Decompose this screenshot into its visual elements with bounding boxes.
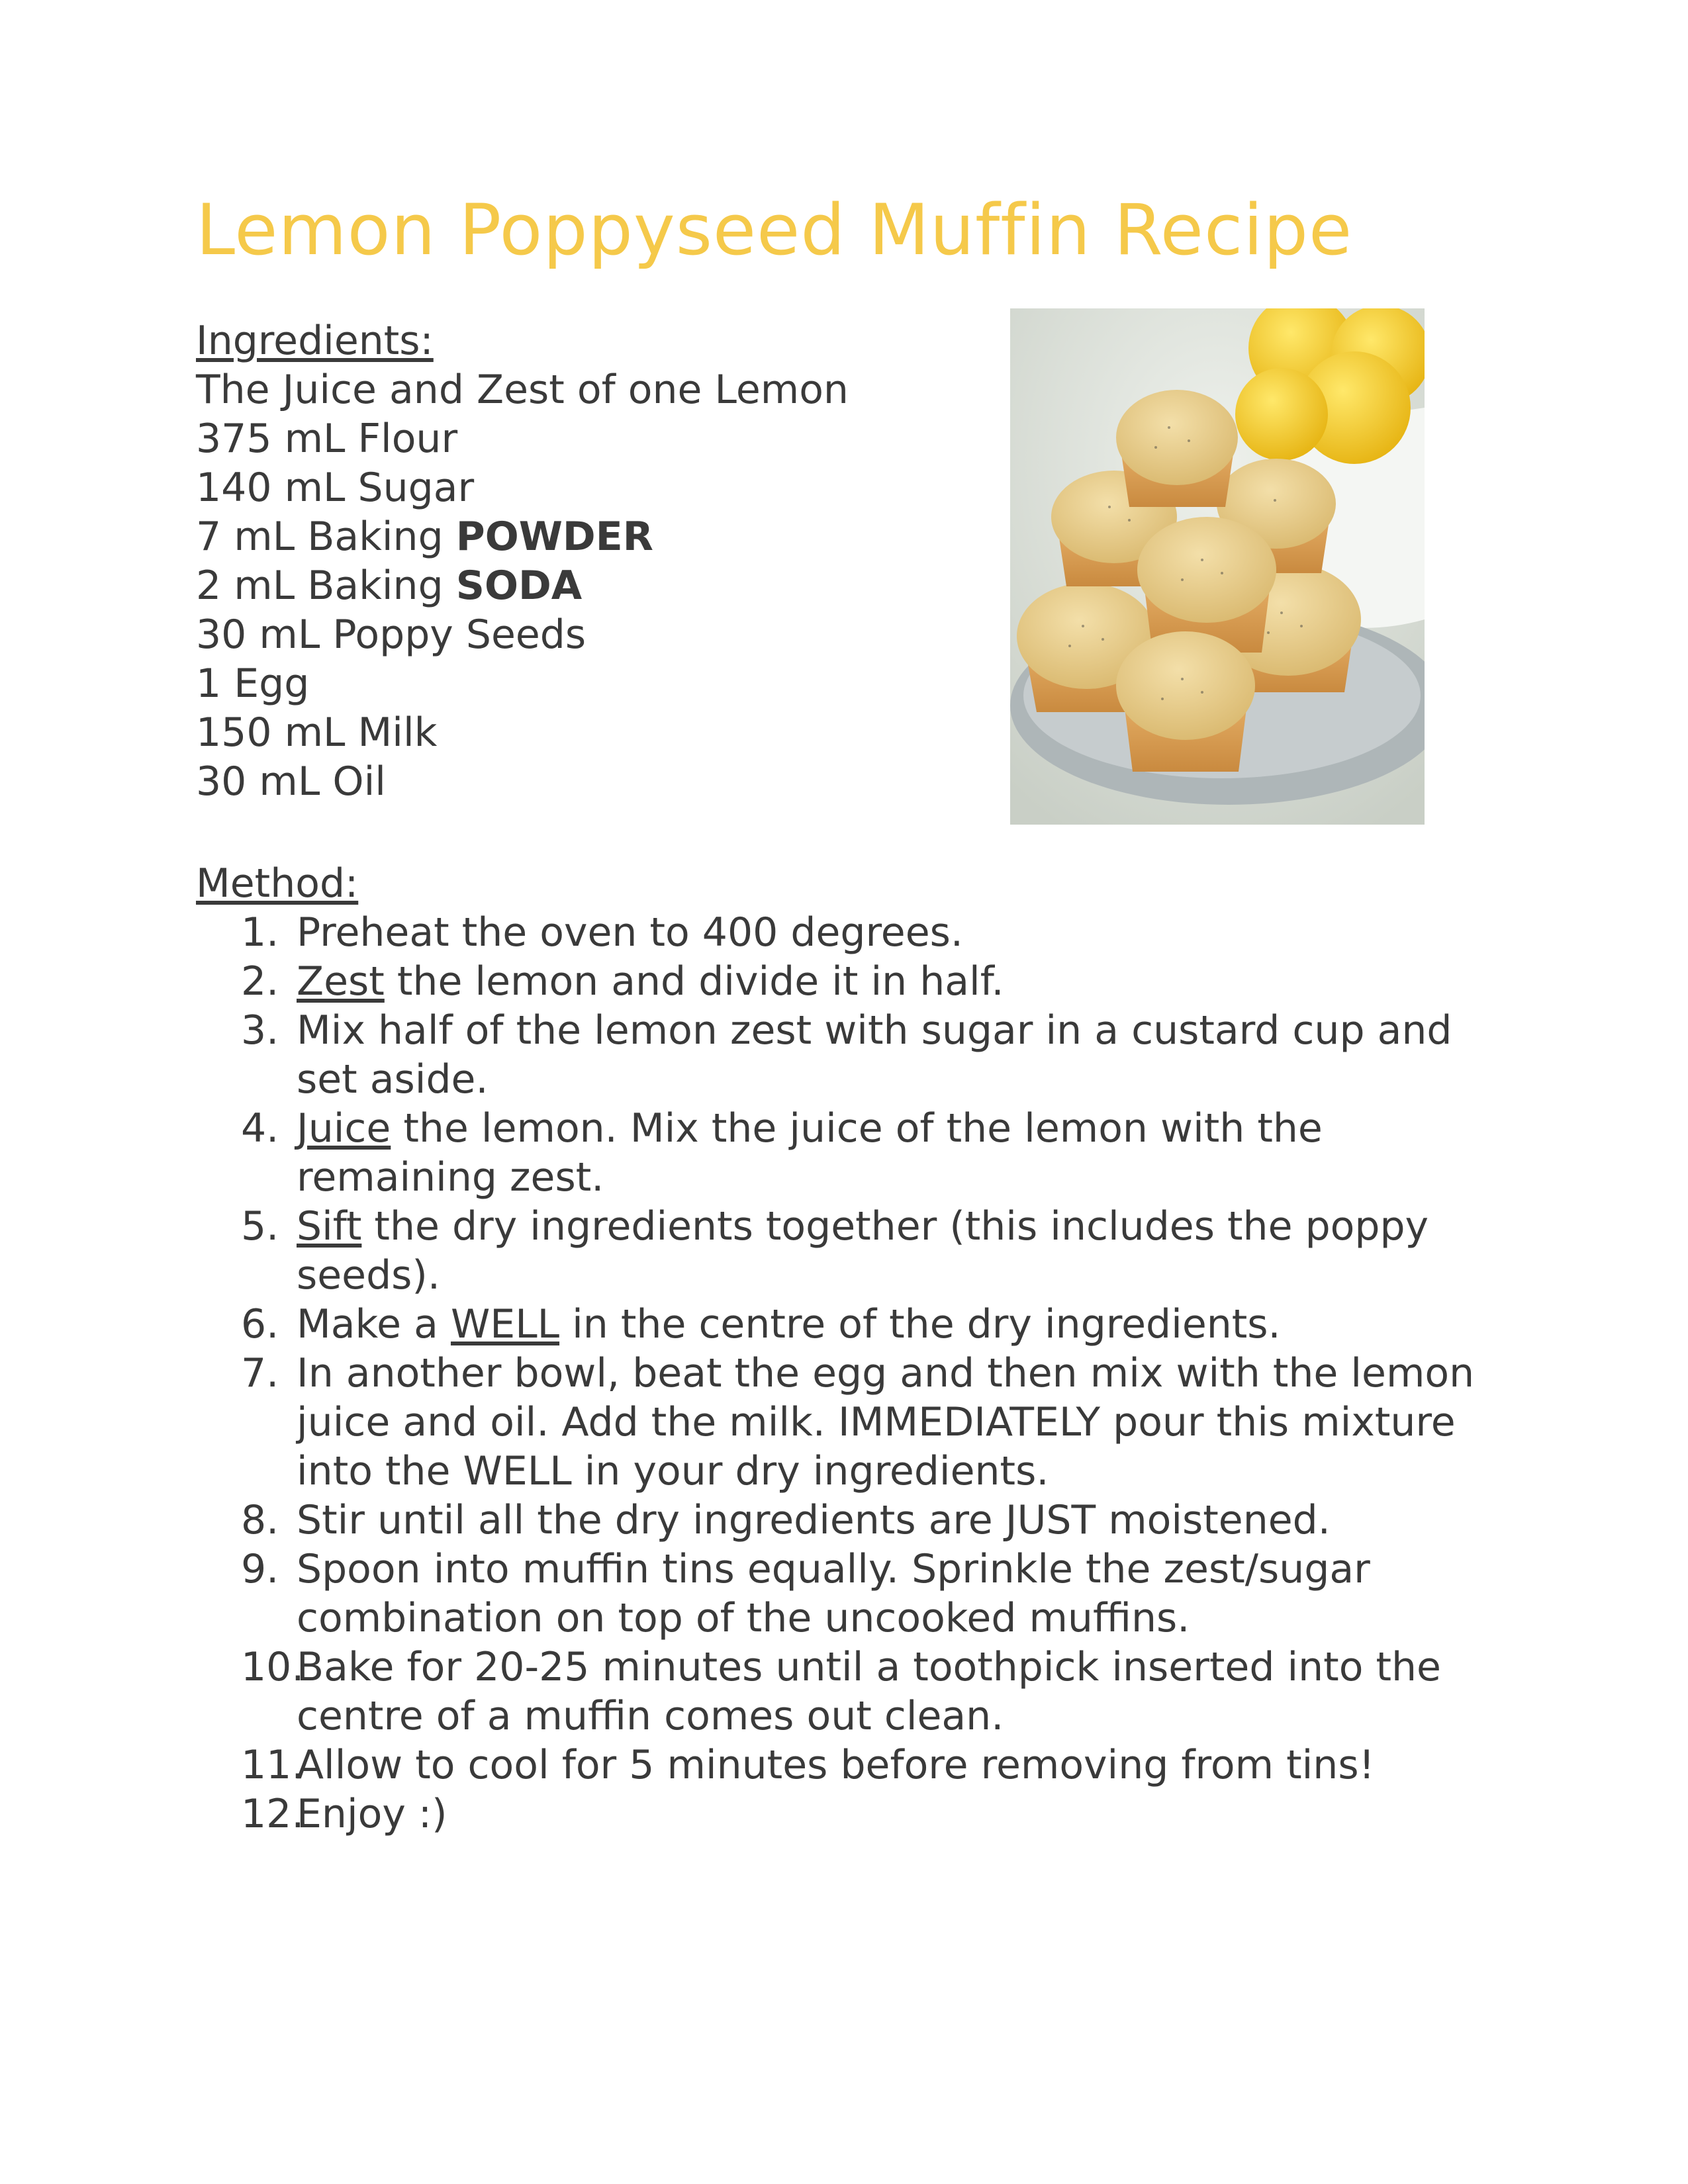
ingredient-bold-text: POWDER: [455, 514, 653, 560]
ingredients-list: [196, 365, 990, 806]
ingredient-bold-text: SODA: [455, 563, 583, 609]
method-step: [196, 957, 1507, 1006]
step-text: Make a: [297, 1301, 451, 1347]
step-number: 10.: [241, 1644, 305, 1690]
method-step: [196, 908, 1507, 957]
page-title: Lemon Poppyseed Muffin Recipe: [196, 189, 1353, 271]
method-section: [196, 859, 1507, 1839]
step-underlined-text: Sift: [297, 1203, 362, 1250]
lemon-poppyseed-muffins-photo: [1010, 308, 1425, 825]
method-step: [196, 1643, 1507, 1741]
ingredient-item: [196, 561, 990, 610]
ingredient-text: 30 mL Poppy Seeds: [196, 612, 586, 658]
step-text: in the centre of the dry ingredients.: [559, 1301, 1281, 1347]
muffins-photo-icon: [1010, 308, 1425, 825]
step-text: the lemon. Mix the juice of the lemon with the remaining zest.: [297, 1105, 1323, 1201]
step-text: Mix half of the lemon zest with sugar in a custard cup and set aside.: [297, 1007, 1452, 1103]
step-number: 7.: [241, 1350, 279, 1396]
step-underlined-text: WELL: [450, 1301, 560, 1347]
ingredients-section: [196, 316, 990, 806]
ingredient-item: [196, 757, 990, 806]
method-step: [196, 1741, 1507, 1790]
step-number: 11.: [241, 1742, 305, 1788]
method-step: [196, 1104, 1507, 1202]
method-step: [196, 1349, 1507, 1496]
ingredient-text: 375 mL Flour: [196, 416, 458, 462]
step-text: Enjoy :): [297, 1791, 447, 1837]
method-steps-list: [196, 908, 1507, 1839]
method-heading: Method:: [196, 860, 359, 907]
ingredient-text: 1 Egg: [196, 660, 310, 707]
method-step: [196, 1006, 1507, 1104]
ingredient-item: [196, 365, 990, 414]
step-number: 8.: [241, 1497, 279, 1543]
method-step: [196, 1545, 1507, 1643]
method-step: [196, 1202, 1507, 1300]
step-text: Allow to cool for 5 minutes before removing from tins!: [297, 1742, 1375, 1788]
step-number: 12.: [241, 1791, 305, 1837]
step-number: 1.: [241, 909, 279, 956]
ingredient-text: 150 mL Milk: [196, 709, 438, 756]
step-number: 6.: [241, 1301, 279, 1347]
step-underlined-text: Juice: [297, 1105, 391, 1152]
step-underlined-text: Zest: [297, 958, 385, 1005]
ingredient-item: [196, 708, 990, 757]
ingredients-heading: Ingredients:: [196, 318, 434, 364]
method-step: [196, 1496, 1507, 1545]
ingredient-item: [196, 512, 990, 561]
step-number: 4.: [241, 1105, 279, 1152]
method-step: [196, 1790, 1507, 1839]
method-step: [196, 1300, 1507, 1349]
step-number: 9.: [241, 1546, 279, 1592]
step-number: 5.: [241, 1203, 279, 1250]
ingredient-item: [196, 659, 990, 708]
ingredient-text: 7 mL Baking: [196, 514, 456, 560]
ingredient-text: The Juice and Zest of one Lemon: [196, 367, 849, 413]
step-text: Preheat the oven to 400 degrees.: [297, 909, 963, 956]
step-text: Spoon into muffin tins equally. Sprinkle the zest/sugar combination on top of the uncooked muffins.: [297, 1546, 1370, 1641]
ingredient-text: 2 mL Baking: [196, 563, 456, 609]
ingredient-text: 30 mL Oil: [196, 758, 386, 805]
ingredient-item: [196, 463, 990, 512]
step-text: the lemon and divide it in half.: [384, 958, 1004, 1005]
step-number: 2.: [241, 958, 279, 1005]
step-text: Stir until all the dry ingredients are JUST moistened.: [297, 1497, 1331, 1543]
step-text: In another bowl, beat the egg and then mix with the lemon juice and oil. Add the milk. IMMEDIATELY pour this mixture into the WELL in your dry ingredients.: [297, 1350, 1475, 1494]
step-text: the dry ingredients together (this includes the poppy seeds).: [297, 1203, 1429, 1298]
ingredient-text: 140 mL Sugar: [196, 465, 475, 511]
step-number: 3.: [241, 1007, 279, 1054]
ingredient-item: [196, 610, 990, 659]
step-text: Bake for 20-25 minutes until a toothpick inserted into the centre of a muffin comes out clean.: [297, 1644, 1441, 1739]
ingredient-item: [196, 414, 990, 463]
